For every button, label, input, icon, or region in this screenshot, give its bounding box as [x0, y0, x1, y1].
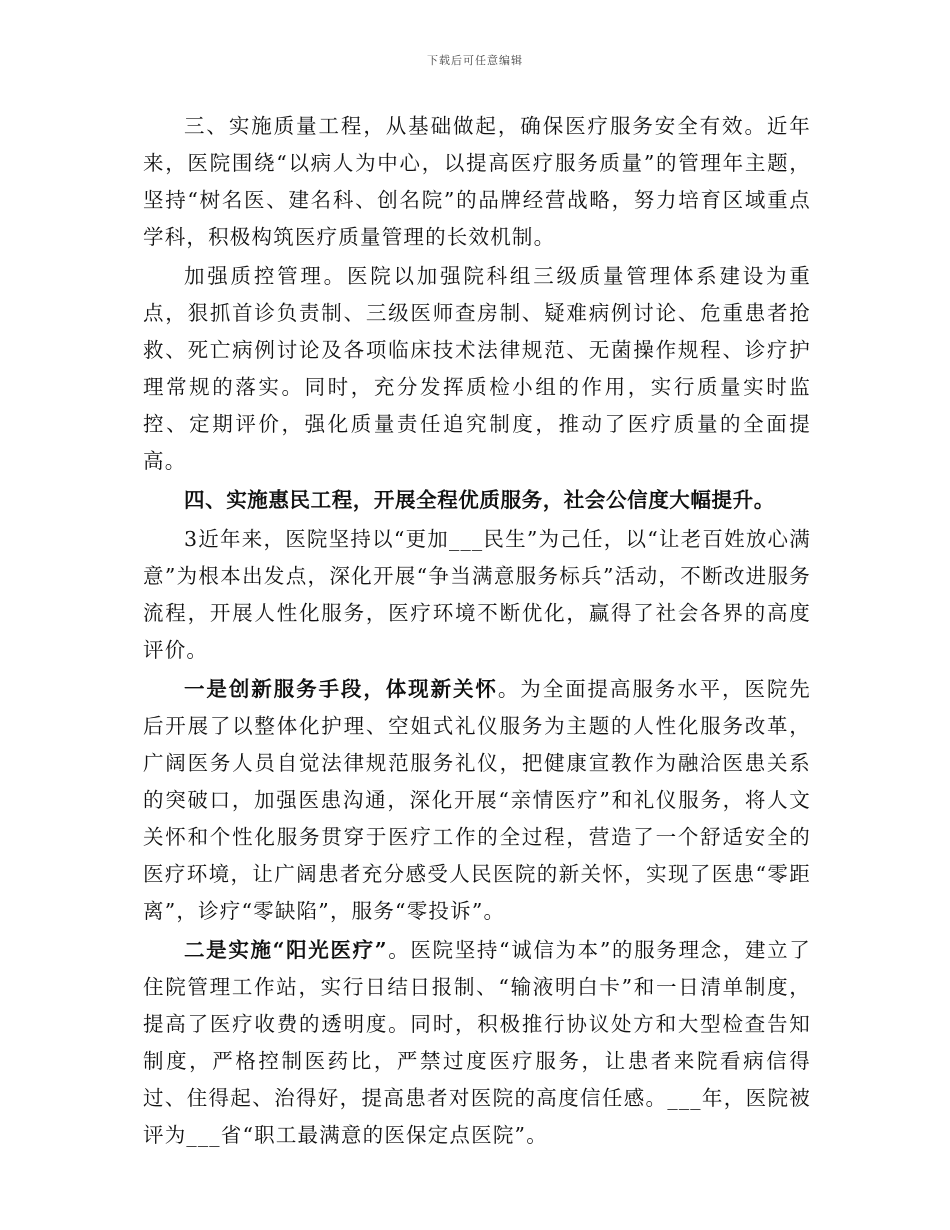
- page-header-note: 下载后可任意编辑: [427, 54, 523, 67]
- paragraph-lead: 二是实施“阳光医疗”: [184, 938, 388, 962]
- paragraph-innovate-service: [143, 671, 811, 930]
- paragraph-text: 加强质控管理。医院以加强院科组三级质量管理体系建设为重点，狠抓首诊负责制、三级医师查房制、疑难病例讨论、危重患者抢救、死亡病例讨论及各项临床技术法律规范、无菌操作规程、诊疗护理常规的落实。同时，充分发挥质检小组的作用，实行质量实时监控、定期评价，强化质量责任追究制度，推动了医疗质量的全面提高。: [143, 264, 811, 473]
- paragraph-lead: 四、实施惠民工程，开展全程优质服务，社会公信度大幅提升。: [184, 488, 775, 512]
- paragraph-sunshine-medical: [143, 932, 811, 1154]
- paragraph-text: 3近年来，医院坚持以“更加___民生”为己任，以“让老百姓放心满意”为根本出发点，深化开展“争当满意服务标兵”活动，不断改进服务流程，开展人性化服务，医疗环境不断优化，赢得了社会各界的高度评价。: [143, 527, 811, 662]
- document-body: [143, 108, 811, 1156]
- paragraph-quality-project: [143, 108, 811, 256]
- paragraph-text: 。为全面提高服务水平，医院先后开展了以整体化护理、空姐式礼仪服务为主题的人性化服务改革，广阔医务人员自觉法律规范服务礼仪，把健康宣教作为融洽医患关系的突破口，加强医患沟通，深化开展“亲情医疗”和礼仪服务，将人文关怀和个性化服务贯穿于医疗工作的全过程，营造了一个舒适安全的医疗环境，让广阔患者充分感受人民医院的新关怀，实现了医患“零距离”，诊疗“零缺陷”，服务“零投诉”。: [143, 677, 811, 923]
- paragraph-quality-control: [143, 258, 811, 480]
- paragraph-lead: 一是创新服务手段，体现新关怀: [184, 677, 498, 701]
- paragraph-text: 三、实施质量工程，从基础做起，确保医疗服务安全有效。近年来，医院围绕“以病人为中心，以提高医疗服务质量”的管理年主题，坚持“树名医、建名科、创名院”的品牌经营战略，努力培育区域重点学科，积极构筑医疗质量管理的长效机制。: [143, 114, 811, 249]
- paragraph-recent-years: [143, 521, 811, 669]
- paragraph-text: 。医院坚持“诚信为本”的服务理念，建立了住院管理工作站，实行日结日报制、“输液明白卡”和一日清单制度，提高了医疗收费的透明度。同时，积极推行协议处方和大型检查告知制度，严格控制医药比，严禁过度医疗服务，让患者来院看病信得过、住得起、治得好，提高患者对医院的高度信任感。___年，医院被评为___省“职工最满意的医保定点医院”。: [143, 938, 811, 1147]
- section-heading-benefit-project: [143, 482, 811, 519]
